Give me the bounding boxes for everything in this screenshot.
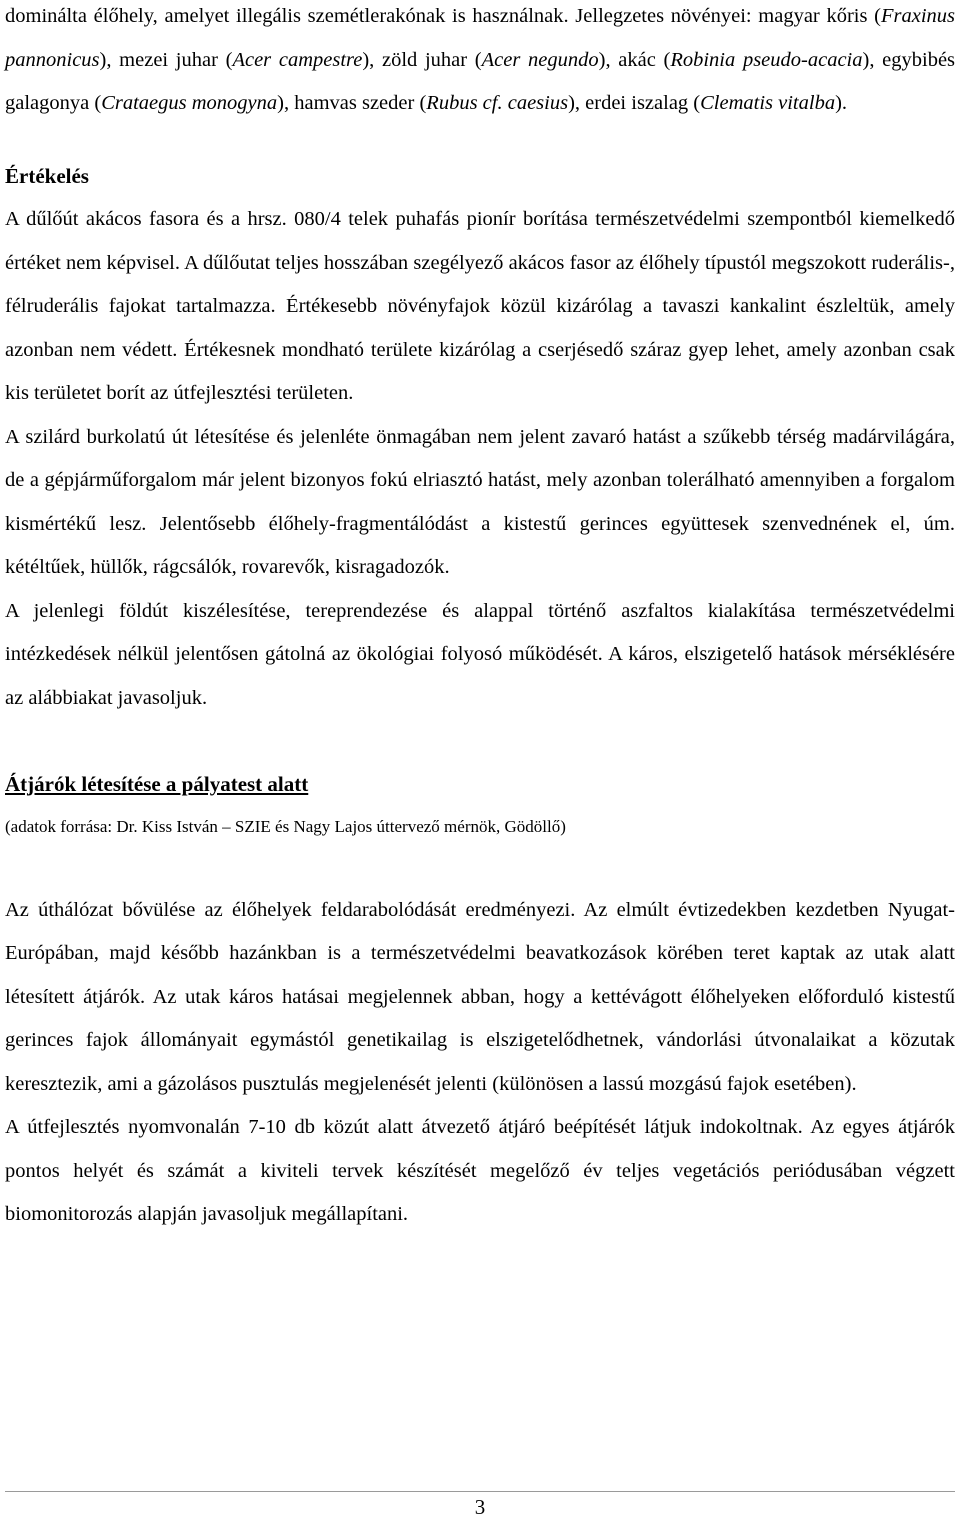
- intro-text: ), zöld juhar (: [362, 48, 482, 71]
- road-impact-paragraph: A szilárd burkolatú út létesítése és jelenléte önmagában nem jelent zavaró hatást a szűkebb térség madárvilágára, de a gépjárműforgalom már jelent bizonyos fokú elriasztó hatást, mely azonban tolerálható amennyiben a forgalom kismértékű lesz. Jelentősebb élőhely-fragmentálódást a kistestű gerinces együttesek szenvednének el, úm. kétéltűek, hüllők, rágcsálók, rovarevők, kisragadozók.: [5, 425, 955, 578]
- intro-text: ), mezei juhar (: [99, 48, 233, 71]
- intro-text: ), akác (: [598, 48, 671, 71]
- section-heading-evaluation: Értékelés: [5, 163, 89, 188]
- page-number: 3: [474, 1495, 486, 1519]
- section-heading-crossings: [5, 763, 955, 807]
- widening-paragraph: A jelenlegi földút kiszélesítése, tereprendezése és alappal történő aszfaltos kialakítása természetvédelmi intézkedések nélkül jelentősen gátolná az ökológiai folyosó működését. A káros, elszigetelő hatások mérséklésére az alábbiakat javasoljuk.: [5, 599, 955, 709]
- intro-paragraph: [5, 0, 955, 126]
- road-network-paragraph: Az úthálózat bővülése az élőhelyek feldarabolódását eredményezi. Az elmúlt évtizedekben kezdetben Nyugat-Európában, majd később hazánkban is a természetvédelmi beavatkozások körében teret kaptak az utak alatt létesített átjárók. Az utak káros hatásai megjelennek abban, hogy a kettévágott élőhelyeken előforduló kistestű gerinces fajok állományait egymástól genetikailag is elszigetelődhetnek, vándorlási útvonalaikat a közutak keresztezik, ami a gázolásos pusztulás megjelenését jelenti (különösen a lassú mozgású fajok esetében).: [5, 898, 955, 1095]
- species-name: Acer negundo: [481, 48, 599, 71]
- intro-text: ), erdei iszalag (: [568, 92, 701, 114]
- intro-text: ), hamvas szeder (: [277, 92, 427, 114]
- spacer: [5, 847, 955, 889]
- document-page: [5, 0, 955, 1237]
- evaluation-paragraph: A dűlőút akácos fasora és a hrsz. 080/4 telek puhafás pionír borítása természetvédelmi szempontból kiemelkedő értéket nem képvisel. A dűlőutat teljes hosszában szegélyező akácos fasor az élőhely típustól megszokott ruderális-, félruderális fajokat tartalmazza. Értékesebb növényfajok közül kizárólag a tavaszi kankalint észleltük, amely azonban nem védett. Értékesnek mondható területe kizárólag a cserjésedő száraz gyep lehet, amely azonban csak kis területet borít az útfejlesztési területen.: [5, 208, 955, 404]
- intro-text: dominálta élőhely, amelyet illegális szemétlerakónak is használnak. Jellegzetes növényei: magyar kőris (: [5, 5, 881, 27]
- species-name: Rubus cf. caesius: [426, 92, 569, 114]
- intro-text: ), egybibés galagonya (: [5, 48, 956, 114]
- intro-text: ).: [835, 92, 848, 114]
- species-name: Fraxinus pannonicus: [5, 5, 955, 71]
- proposal-paragraph: A útfejlesztés nyomvonalán 7-10 db közút alatt átvezető átjáró beépítését látjuk indokoltnak. Az egyes átjárók pontos helyét és számát a kiviteli tervek készítését megelőző év teljes vegetációs periódusában végzett biomonitorozás alapján javasoljuk megállapítani.: [5, 1116, 955, 1225]
- footer-divider: [5, 1491, 955, 1492]
- section-heading-crossings-text: Átjárók létesítése a pályatest alatt: [5, 772, 309, 796]
- species-name: Clematis vitalba: [700, 92, 836, 114]
- species-name: Robinia pseudo-acacia: [670, 48, 863, 71]
- species-name: Crataegus monogyna: [101, 92, 278, 114]
- source-note: (adatok forrása: Dr. Kiss István – SZIE és Nagy Lajos úttervező mérnök, Gödöllő): [5, 816, 566, 836]
- species-name: Acer campestre: [232, 48, 363, 71]
